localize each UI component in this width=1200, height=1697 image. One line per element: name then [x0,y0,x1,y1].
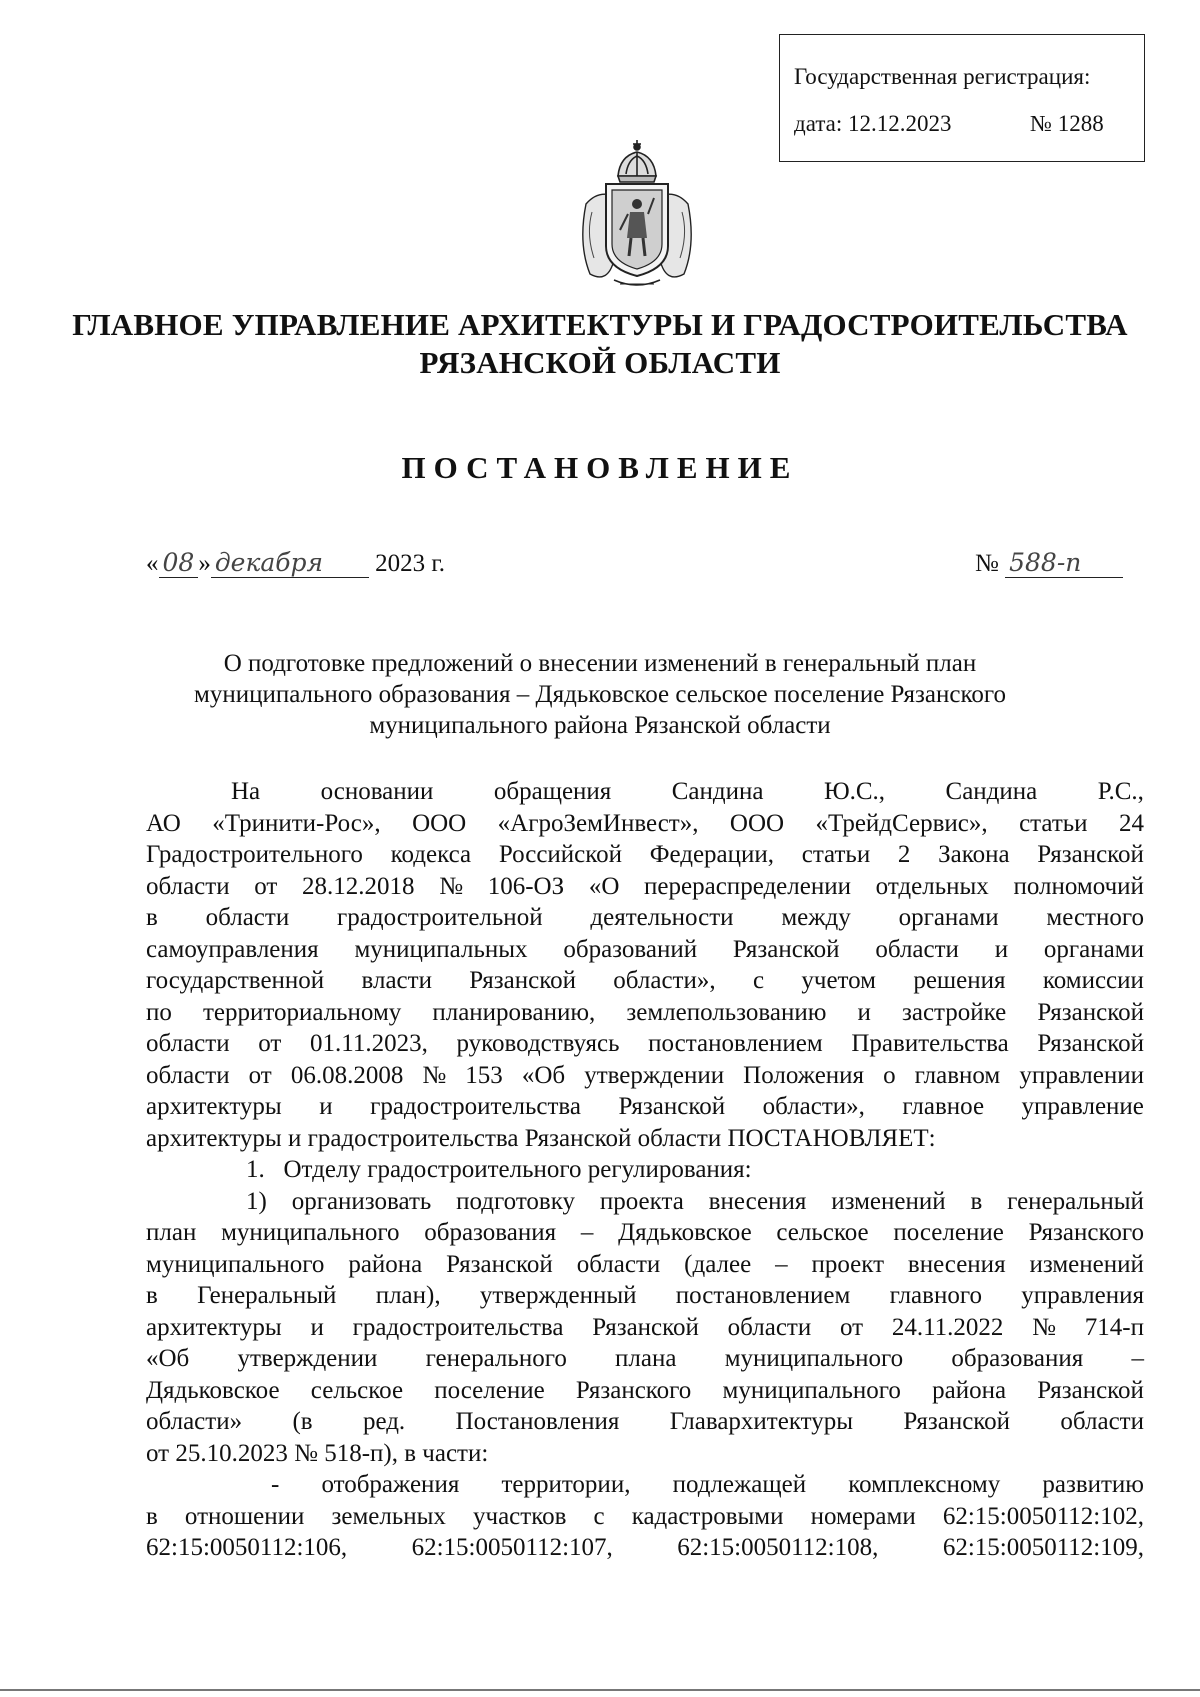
body-line [146,1028,1144,1060]
body-word: комиссии [1042,967,1144,994]
body-word: территориальному [202,998,402,1026]
body-word: постановлением [675,1282,851,1309]
body-word: план), [375,1282,441,1309]
body-line [146,1501,1144,1533]
body-word: образований [563,935,698,963]
body-word: № [1032,1313,1057,1341]
body-word: внесения [907,1250,1006,1278]
body-word: основании [320,778,434,805]
body-word: поселение [893,1219,1004,1246]
body-word: территории, [501,1471,631,1498]
coat-of-arms-icon [568,134,706,294]
body-line [146,1217,1144,1249]
body-word: – [775,1250,788,1278]
body-word: органами [898,904,999,931]
body-word: Сандина [945,778,1038,805]
body-word: образования [424,1219,557,1246]
document-date [146,548,445,578]
organization-name-line1: ГЛАВНОЕ УПРАВЛЕНИЕ АРХИТЕКТУРЫ И ГРАДОСТРОИТЕЛЬСТВА [72,307,1128,342]
body-word: сельское [776,1219,869,1246]
body-word: 24.11.2022 [891,1313,1004,1341]
body-word: 153 [465,1061,503,1089]
body-word: архитектуры [146,1313,282,1341]
body-text: архитектуры и градостроительства Рязанской области ПОСТАНОВЛЯЕТ: [146,1124,936,1152]
body-word: главного [889,1282,982,1309]
body-line [146,808,1144,840]
body-word: обращения [493,778,612,805]
body-word: перераспределении [644,872,851,900]
organization-name-line2: РЯЗАНСКОЙ ОБЛАСТИ [419,345,781,380]
body-word: Положения [743,1061,865,1089]
body-line [146,1249,1144,1281]
body-text: от 25.10.2023 № 518-п), в части: [146,1439,489,1467]
body-line [146,1406,1144,1438]
body-word: градостроительной [337,904,543,931]
document-number [975,548,1123,578]
body-word: подготовку [456,1187,576,1215]
body-word: «О [588,872,620,900]
body-line [146,1469,1144,1501]
body-word: муниципальных [354,935,528,963]
body-line [146,1154,1144,1186]
body-word: 28.12.2018 [302,872,415,900]
body-line [146,1123,1144,1155]
body-word: Российской [498,841,623,868]
body-word: 62:15:0050112:107, [411,1534,613,1561]
body-word: управление [1021,1093,1144,1120]
body-line [146,1091,1144,1123]
body-word: номерами [810,1502,916,1530]
registration-date: дата: 12.12.2023 [794,111,952,136]
body-word: участков [473,1502,567,1530]
body-word: «Тринити-Рос», [212,809,381,837]
body-word: застройке [901,998,1007,1026]
body-word: Рязанской [1037,998,1144,1026]
body-line [146,1438,1144,1470]
body-word: по [146,998,172,1026]
body-word: Генеральный [197,1282,337,1309]
body-line [146,965,1144,997]
body-word: 1) [246,1187,267,1215]
number-prefix: № [975,550,999,577]
date-close-quote: » [198,550,211,577]
body-word: ред. [362,1408,406,1435]
body-word: (далее [684,1250,752,1278]
body-line [146,1343,1144,1375]
body-word: самоуправления [146,935,319,963]
body-word: области», [762,1093,865,1120]
body-line [146,1532,1144,1564]
body-word: сельское [310,1376,404,1404]
body-line [146,776,1144,808]
body-word: в [146,904,158,931]
body-word: градостроительства [352,1313,564,1341]
body-word: ООО [729,809,785,837]
registration-stamp [779,34,1145,162]
body-word: между [781,904,851,931]
body-word: области [146,1061,230,1089]
body-word: Рязанской [903,1408,1011,1435]
body-word: – [580,1219,594,1246]
body-word: Рязанской [732,935,840,963]
registration-title: Государственная регистрация: [794,64,1091,89]
body-word: управлении [1019,1061,1144,1089]
body-line [146,997,1144,1029]
body-word: области [146,872,230,900]
body-word: 06.08.2008 [290,1061,404,1089]
body-word: - [271,1471,280,1498]
body-word: утвержденный [479,1282,637,1309]
body-word: плана [615,1345,677,1372]
body-word: Рязанской [446,1250,553,1278]
body-word: 106-ОЗ [487,872,565,900]
body-word: Главархитектуры [669,1408,854,1435]
body-word: образования [951,1345,1084,1372]
date-year: 2023 г. [375,550,445,577]
body-word: руководствуясь [456,1030,620,1057]
body-line [146,1060,1144,1092]
body-word: области [576,1250,661,1278]
body-word: ООО [412,809,467,837]
body-word: Закона [938,841,1010,868]
body-word: области [146,1030,230,1057]
body-word: в [146,1282,158,1309]
body-word: Дядьковское [146,1376,280,1404]
body-word: проекта [599,1187,684,1215]
body-word: о [883,1061,896,1089]
body-word: области» [146,1408,243,1435]
body-word: – [1131,1345,1144,1372]
date-open-quote: « [146,550,159,577]
body-word: 01.11.2023, [310,1030,428,1057]
body-line [146,1186,1144,1218]
body-word: № [422,1061,447,1089]
subject-line: О подготовке предложений о внесении изменений в генеральный план [223,650,977,677]
body-word: 62:15:0050112:106, [146,1534,348,1561]
body-word: власти [361,967,432,994]
body-word: генерального [425,1345,567,1372]
body-word: муниципального [722,1376,901,1404]
body-word: местного [1046,904,1144,931]
body-word: Рязанской [1037,1376,1144,1404]
body-word: отношении [184,1502,305,1530]
body-line [146,1375,1144,1407]
body-word: области [205,904,290,931]
body-word: 62:15:0050112:108, [677,1534,879,1561]
handwritten-number: 588-п [1005,548,1123,578]
body-word: Градостроительного [146,841,363,868]
body-word: градостроительства [370,1093,581,1120]
body-word: Правительства [851,1030,1009,1057]
body-line [146,902,1144,934]
body-word: 714-п [1084,1313,1144,1341]
body-word: Ю.С., [823,778,886,805]
body-word: Постановления [455,1408,620,1435]
body-word: 24 [1118,809,1144,837]
page-bottom-edge [0,1689,1200,1691]
body-word: и [857,998,871,1026]
body-word: кадастровыми [631,1502,784,1530]
body-word: землепользованию [626,998,827,1026]
body-word: АО [146,809,181,837]
body-word: утверждении [237,1345,378,1372]
body-word: с [752,967,765,994]
body-word: план [146,1219,197,1246]
body-word: архитектуры [146,1093,282,1120]
body-text: 1. Отделу градостроительного регулирования: [246,1156,752,1183]
body-line [146,934,1144,966]
body-word: Рязанского [575,1376,692,1404]
body-word: решения [913,967,1006,994]
body-line [146,871,1144,903]
body-word: Рязанской [592,1313,699,1341]
handwritten-day: 08 [159,548,199,578]
body-word: Рязанской [618,1093,726,1120]
body-word: полномочий [1013,872,1144,900]
body-word: от [248,1061,272,1089]
body-word: «ТрейдСервис», [815,809,988,837]
body-word: Федерации, [649,841,775,868]
body-word: от [258,1030,282,1057]
body-word: области [727,1313,812,1341]
body-word: от [839,1313,864,1341]
document-body [146,776,1144,1564]
body-word: поселение [434,1376,545,1404]
body-word: главное [902,1093,985,1120]
body-word: статьи [801,841,871,868]
body-word: организовать [291,1187,432,1215]
body-word: постановлением [648,1030,823,1057]
body-word: отображения [321,1471,460,1498]
body-word: «АгроЗемИнвест», [497,809,699,837]
body-word: Сандина [671,778,764,805]
body-word: Рязанской [1037,1030,1144,1057]
body-word: в [146,1502,158,1530]
body-word: Рязанского [1028,1219,1144,1246]
body-word: планированию, [432,998,596,1026]
body-line [146,1312,1144,1344]
body-word: «Об [146,1345,190,1372]
body-word: «Об [521,1061,566,1089]
body-word: (в [292,1408,313,1435]
body-word: учетом [801,967,876,994]
body-word: 62:15:0050112:109, [942,1534,1144,1561]
document-type-title: ПОСТАНОВЛЕНИЕ [401,450,799,485]
body-word: области», [613,967,716,994]
body-word: 62:15:0050112:102, [942,1502,1144,1530]
body-word: внесения [708,1187,807,1215]
body-word: района [932,1376,1007,1404]
body-word: № [439,872,464,900]
body-word: муниципального [221,1219,400,1246]
subject-line: муниципального образования – Дядьковское сельское поселение Рязанского [194,681,1006,708]
body-word: Дядьковское [618,1219,752,1246]
body-line [146,1280,1144,1312]
registration-number: № 1288 [1030,111,1104,136]
body-word: главном [914,1061,1001,1089]
body-word: и [319,1093,333,1120]
body-word: утверждении [584,1061,725,1089]
document-subject [0,648,1200,741]
subject-line: муниципального района Рязанской области [369,712,831,739]
body-word: от [254,872,278,900]
body-word: области [875,935,959,963]
body-word: изменений [831,1187,946,1215]
body-word: статьи [1019,809,1088,837]
body-word: изменений [1029,1250,1144,1278]
body-word: в [970,1187,983,1215]
body-word: органами [1043,935,1144,963]
body-word: генеральный [1007,1187,1144,1215]
body-word: и [310,1313,324,1341]
body-word: комплексному [848,1471,1001,1498]
body-word: Рязанской [469,967,576,994]
body-word: проект [811,1250,885,1278]
body-word: земельных [331,1502,446,1530]
body-word: На [231,778,261,805]
body-word: Р.С., [1097,778,1144,805]
body-word: кодекса [390,841,472,868]
body-line [146,839,1144,871]
body-word: области [1060,1408,1144,1435]
body-word: деятельности [590,904,734,931]
body-word: отдельных [875,872,989,900]
body-word: района [348,1250,423,1278]
body-word: развитию [1042,1471,1144,1498]
body-word: управления [1021,1282,1144,1309]
body-word: подлежащей [672,1471,807,1498]
body-word: муниципального [724,1345,904,1372]
body-word: Рязанской [1037,841,1144,868]
body-word: государственной [146,967,325,994]
body-word: и [994,935,1009,963]
body-word: с [593,1502,605,1530]
handwritten-month: декабря [211,548,369,578]
body-word: 2 [897,841,911,868]
body-word: муниципального [146,1250,325,1278]
